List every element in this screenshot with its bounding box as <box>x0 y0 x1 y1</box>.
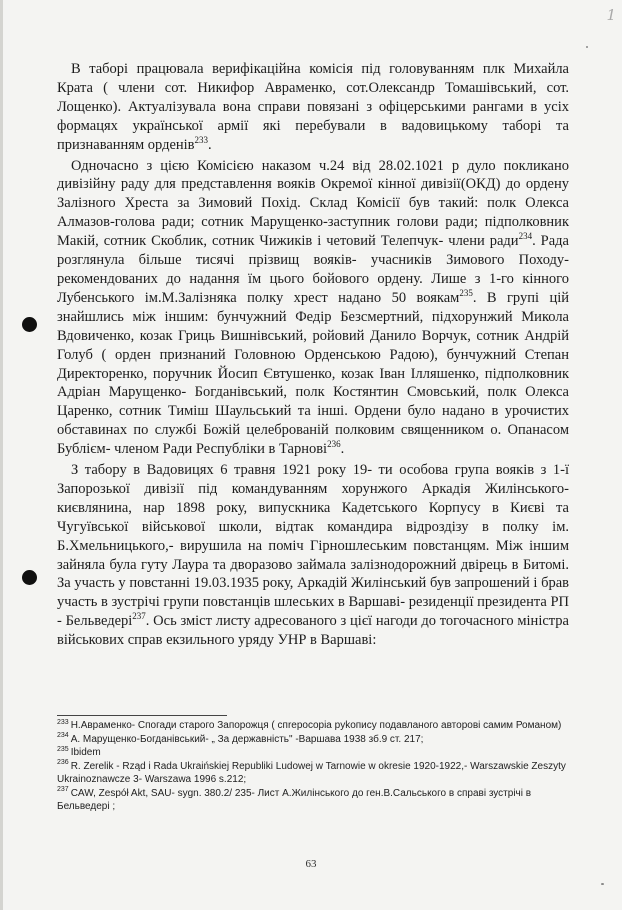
text-run: В таборі працювала верифікаційна комісія під головуванням плк Михайла Крата ( члени сот. Никифор Авраменко, сот.Олександр Томашівський, сот. Лощенко). Актуалізувала вона справи повязані з офіцерськими рангами в усіх формацях української армії які перебували в вадовицькому таборі та признаванням орденів <box>57 61 569 153</box>
corner-handwritten-mark: 1 <box>606 6 616 24</box>
text-run: . Ось зміст листу адресованого з цієї нагоди до тогочасного міністра військових справ екзильного уряду УНР в Варшаві: <box>57 613 569 649</box>
text-run: . Рада розглянула більше тисячі прізвищ вояків- учасників Зимового Походу- рекомендованих до надання їм цього бойового ордену. Лише з 1-го кінного Лубенського ім.М.Залізняка полку хрест надано 50 воякам <box>57 233 569 306</box>
footnote-ref: 233 <box>194 134 209 145</box>
footnote-ref: 236 <box>327 439 341 450</box>
text-run: Одночасно з цією Комісією наказом ч.24 від 28.02.1021 р дуло покликано дивізійну раду для представлення вояків Окремої кінної дивізії(ОКД) до ордену Залізного Хреста за Зимовий Похід. Склад Комісії був такий: полк Олекса Алмазов-голова ради; сотник Марущенко-заступник голови ради; підполковник Макій, сотник Скоблик, сотник Чижиків і четовий Телепчук- члени ради <box>57 157 569 250</box>
page-number: 63 <box>305 858 317 870</box>
footnote-number: 234 <box>57 732 69 740</box>
footnote-ref: 235 <box>459 288 473 299</box>
footnote-number: 237 <box>57 786 69 794</box>
footnote-number: 233 <box>57 718 69 726</box>
footnote <box>57 787 569 814</box>
footnote-text: R. Zerelik - Rząd i Rada Ukraińskiej Republiki Ludowej w Tarnowie w okresie 1920-1922,- Warszawskie Zeszyty Ukrainoznawcze 3- Warszawa 1996 s.212; <box>57 760 566 785</box>
paragraph <box>57 60 569 155</box>
text-run: З табору в Вадовицях 6 травня 1921 року 19- ти особова група вояків з 1-ї Запорозької дивізії під командуванням хорунжого Аркадія Жилінського-києвлянина, нар 1898 року, випускника Кадетського Корпусу в Києві та Чугуївської військової школи, відтак командира відроздізу в полку ім. Б.Хмельницького,- вирушила на поміч Гірношлеським повстанцям. Між іншим зайняла була гуту Лаура та дворазово займала залізнодорожний двірець в Битомі. За участь у повстанні 19.03.1935 року, Аркадій Жилінський був запрошений і брав участь в зустрічі групи повстанців шлеських в Варшаві- резиденції президента РП - Бельведері <box>57 462 569 630</box>
footnote-text: CAW, Zespół Akt, SAU- sygn. 380.2/ 235- Лист А.Жилінського до ген.В.Сальського в справі зустрічі в Бельведері ; <box>57 787 532 812</box>
text-run: . В групі цій знайшлись між іншим: бунчужний Федір Безсмертний, підхорунжий Микола Вдовиченко, козак Гриць Вишнівський, ройовий Данило Ворчук, сотник Андрій Голуб ( орден признаний Головною Орденською Радою), бунчужний Степан Директоренко, поручник Йосип Євтушенко, козак Іван Ілляшенко, підполковник Адріан Марущенко- Богданівський, полк Костянтин Смовський, полк Олекса Царенко, сотник Тиміш Шаульський та інші. Ордени було надано в урочистих обставинах по службі Божій целеброваній полковим священником о. Опанасом Бублієм- членом Ради Республіки в Тарнові <box>57 289 569 458</box>
body-text <box>57 60 569 652</box>
footnote-text: Н.Авраменко- Спогади старого Запорожця ( cпrepocopia pykoпиcy подaвлaного авторові самим Романом) <box>70 720 562 731</box>
footnote <box>57 760 569 787</box>
page-edge <box>0 0 3 910</box>
footnote-number: 235 <box>57 745 69 753</box>
footnote-ref: 237 <box>132 611 146 622</box>
footnote-text: Ibidem <box>70 747 101 758</box>
punch-hole-top <box>22 317 37 332</box>
paragraph <box>57 157 569 460</box>
footnote-separator <box>57 715 227 716</box>
scan-speck <box>601 883 604 885</box>
footnote <box>57 746 569 760</box>
footnote-number: 236 <box>57 759 69 767</box>
footnote <box>57 733 569 747</box>
footnote <box>57 719 569 733</box>
footnotes <box>57 719 569 814</box>
paragraph <box>57 461 569 650</box>
text-run: . <box>208 136 212 153</box>
punch-hole-bottom <box>22 570 37 585</box>
footnote-text: А. Марущенко-Богданівський- „ За державність" -Варшава 1938 зб.9 ст. 217; <box>70 733 424 745</box>
footnote-ref: 234 <box>518 231 533 242</box>
text-run: . <box>340 441 345 458</box>
scan-speck <box>586 46 588 48</box>
